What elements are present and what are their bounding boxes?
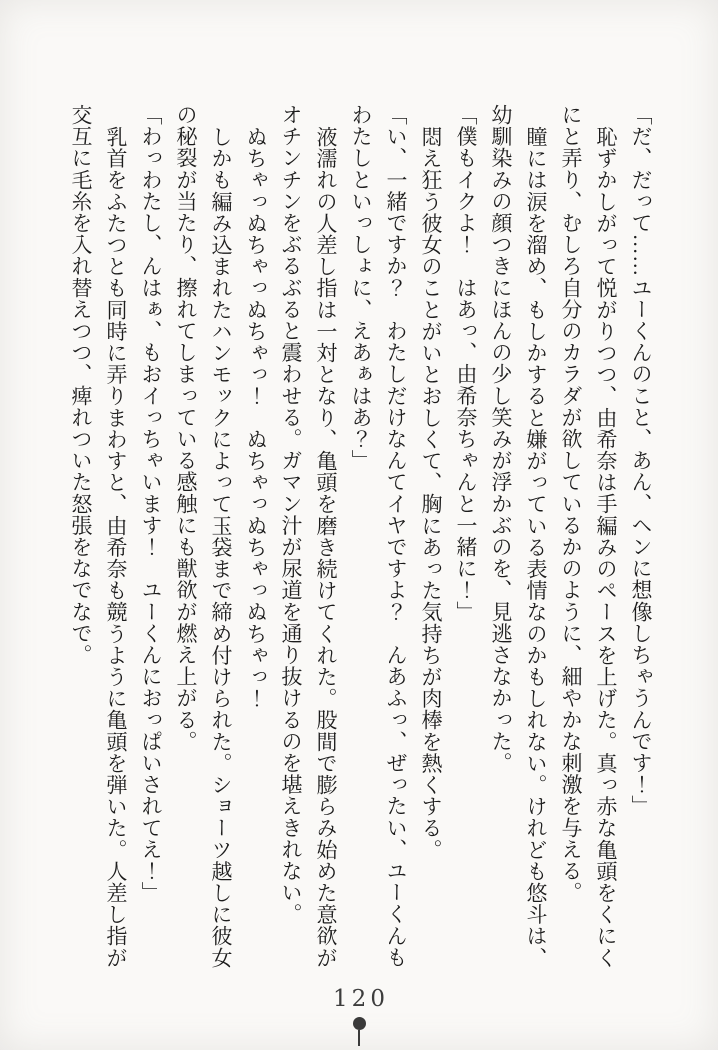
pin-icon — [353, 1017, 366, 1046]
pin-head — [353, 1017, 366, 1030]
paragraph-onomatopoeia: ぬちゃっぬちゃっぬちゃっ！ ぬちゃっぬちゃっぬちゃっ！ — [244, 125, 268, 709]
body-text — [63, 104, 658, 972]
paragraph-narrative: しかも編み込まれたハンモックによって玉袋まで締め付けられた。ショーツ越しに彼女の秘裂が当たり、擦れてしまっている感触にも獣欲が燃え上がる。 — [174, 104, 233, 968]
paragraph-dialogue: 「い、一緒ですか？ わたしだけなんてイヤですよ？ んあふっ、ぜったい、ユーくんもわたしといっしょに、えあぁはあ？」 — [349, 104, 408, 968]
paragraph-narrative: 恥ずかしがって悦がりつつ、由希奈は手編みのペースを上げた。真っ赤な亀頭をくにくにと弄り、むしろ自分のカラダが欲しているかのように、細やかな刺激を与える。 — [559, 104, 618, 968]
page-number: 120 — [333, 986, 389, 1012]
paragraph-narrative: 瞳には涙を溜め、もしかすると嫌がっている表情なのかもしれない。けれども悠斗は、幼馴染みの顔つきにほんの少し笑みが浮かぶのを、見逃さなかった。 — [489, 104, 548, 968]
paragraph-narrative: 悶え狂う彼女のことがいとおしくて、胸にあった気持ちが肉棒を熱くする。 — [419, 125, 443, 860]
pin-stem — [358, 1030, 360, 1046]
page-footer — [0, 988, 718, 1046]
paragraph-dialogue: 「だ、だって……ユーくんのこと、あん、ヘンに想像しちゃうんです！」 — [629, 104, 653, 817]
paragraph-narrative: 乳首をふたつとも同時に弄りまわすと、由希奈も競うように亀頭を弾いた。人差し指が交互に毛糸を入れ替えつつ、痺れついた怒張をなでなで。 — [69, 104, 128, 968]
paragraph-narrative: 液濡れの人差し指は一対となり、亀頭を磨き続けてくれた。股間で膨らみ始めた意欲がオチンチンをぶるぶると震わせる。ガマン汁が尿道を通り抜けるのを堪えきれない。 — [279, 104, 338, 968]
paragraph-dialogue: 「わっわたし、んはぁ、もおイっちゃいます！ ユーくんにおっぱいされてえ！」 — [139, 104, 163, 904]
paragraph-dialogue: 「僕もイクよ！ はあっ、由希奈ちゃんと一緒に！」 — [454, 104, 478, 623]
